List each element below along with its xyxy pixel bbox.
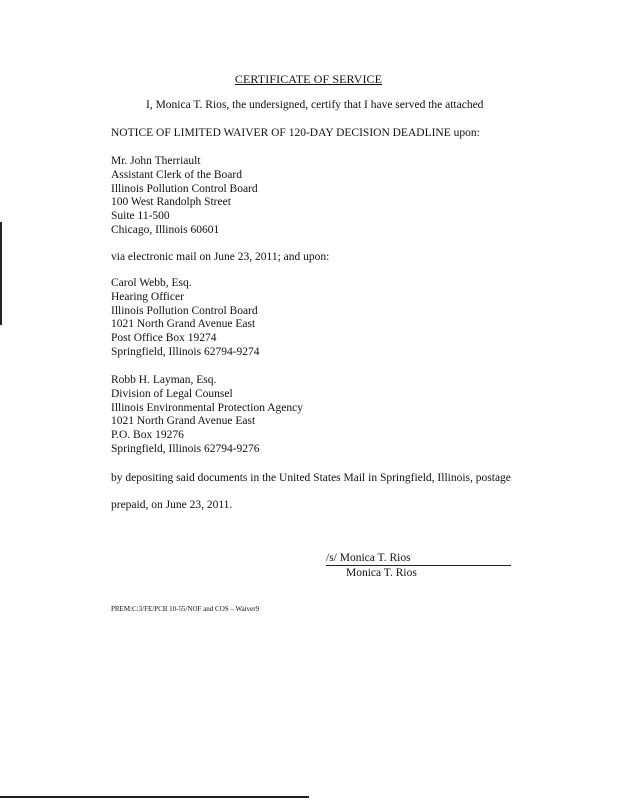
address-line: Hearing Officer	[111, 290, 184, 303]
address-line: Division of Legal Counsel	[111, 387, 233, 400]
signer-name: Monica T. Rios	[346, 567, 417, 579]
address-line: Chicago, Illinois 60601	[111, 223, 220, 236]
service-method-mail: by depositing said documents in the United States Mail in Springfield, Illinois, postage	[111, 472, 511, 484]
document-footer-reference: PREM:C:3/FE/PCB 10-55/NOF and COS – Waiver9	[111, 605, 260, 613]
address-line: Illinois Pollution Control Board	[111, 182, 258, 195]
certification-statement: I, Monica T. Rios, the undersigned, certify that I have served the attached	[146, 99, 484, 111]
left-margin-rule	[0, 222, 2, 325]
document-title: CERTIFICATE OF SERVICE	[234, 72, 383, 86]
recipient-address-hearing-officer	[111, 277, 260, 360]
address-line: 1021 North Grand Avenue East	[111, 415, 256, 428]
bottom-rule	[0, 796, 309, 798]
address-line: Illinois Environmental Protection Agency	[111, 401, 303, 414]
recipient-address-legal-counsel	[111, 374, 303, 457]
address-line: Suite 11-500	[111, 210, 170, 223]
electronic-signature: /s/ Monica T. Rios	[326, 552, 511, 566]
address-line: Illinois Pollution Control Board	[111, 304, 258, 317]
address-line: Springfield, Illinois 62794-9274	[111, 345, 260, 358]
recipient-address-clerk	[111, 155, 258, 238]
address-line: Robb H. Layman, Esq.	[111, 374, 217, 386]
address-line: 100 West Randolph Street	[111, 196, 231, 209]
address-line: Springfield, Illinois 62794-9276	[111, 442, 260, 455]
address-line: Post Office Box 19274	[111, 332, 217, 345]
service-date-line: prepaid, on June 23, 2011.	[111, 499, 233, 511]
notice-title-line: NOTICE OF LIMITED WAIVER OF 120-DAY DECISION DEADLINE upon:	[111, 127, 480, 139]
address-line: Carol Webb, Esq.	[111, 277, 192, 289]
address-line: Mr. John Therriault	[111, 155, 201, 167]
address-line: Assistant Clerk of the Board	[111, 168, 242, 181]
address-line: 1021 North Grand Avenue East	[111, 318, 256, 331]
address-line: P.O. Box 19276	[111, 429, 184, 442]
service-method-email: via electronic mail on June 23, 2011; and upon:	[111, 251, 330, 263]
